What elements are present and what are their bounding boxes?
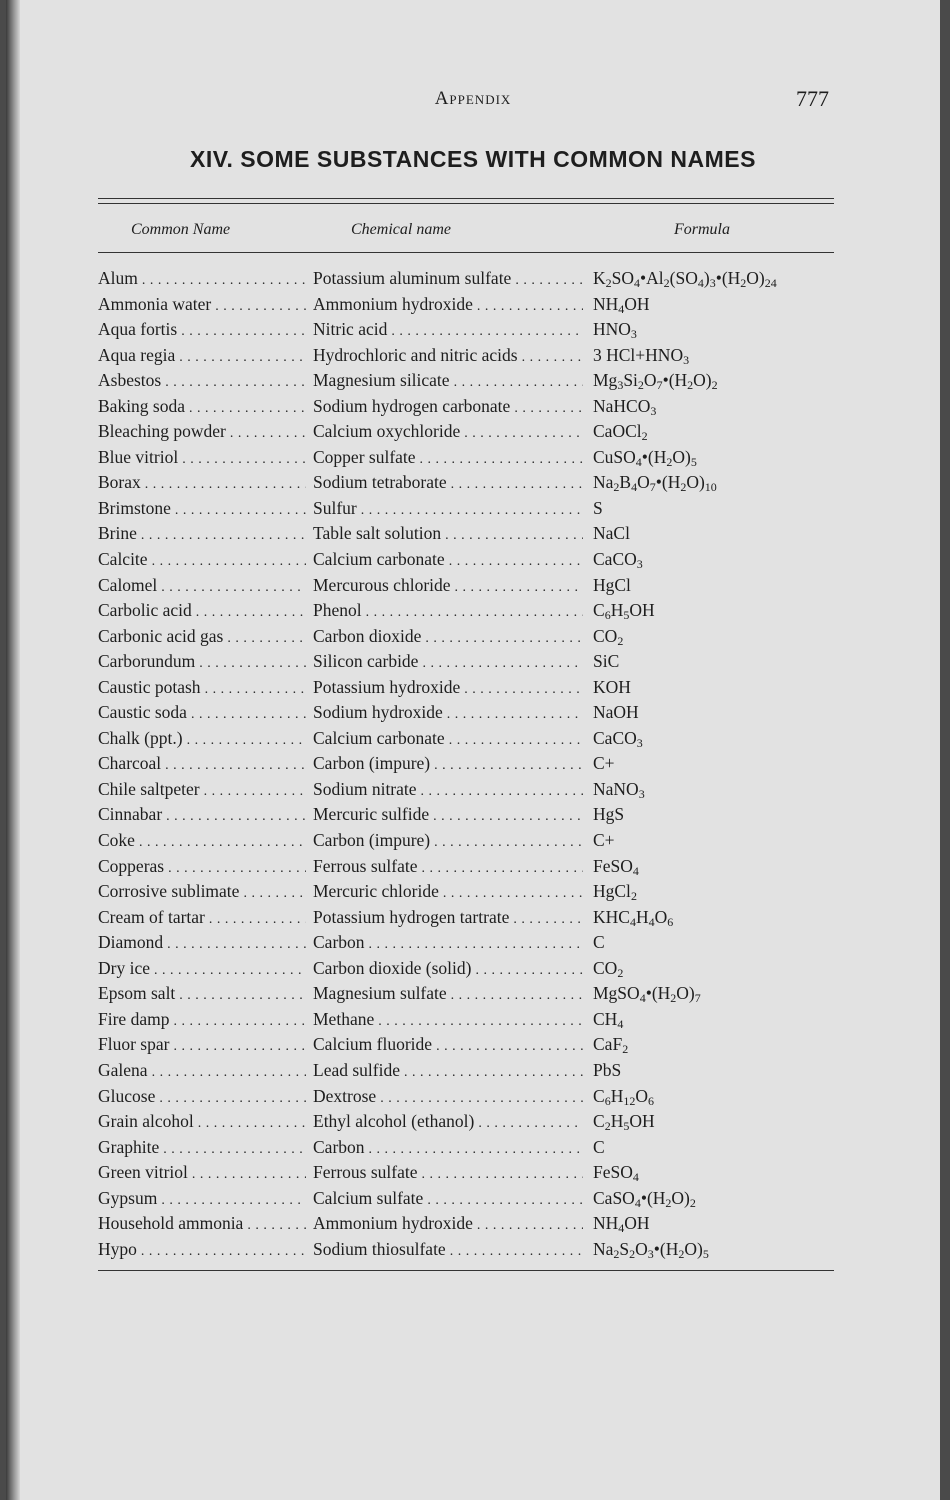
formula-cell: $NH_4OH$ [593, 293, 650, 316]
table-row [98, 1237, 848, 1263]
column-header-formula: Formula [674, 221, 730, 238]
common-name-cell: Calcite . . . [98, 547, 306, 575]
table-row [98, 879, 848, 905]
chemical-name-cell: Potassium hydroxide . . . [313, 675, 583, 703]
formula-cell: NaHCO$_3$ [593, 395, 657, 418]
formula-cell: $Na_2B_4O_7•(H_2O)_{10}$ [593, 472, 717, 495]
chemical-name-cell: Nitric acid . . . [313, 317, 583, 345]
table-row [98, 573, 848, 599]
chemical-name-cell: Ferrous sulfate . . . [313, 1160, 583, 1188]
table-row [98, 726, 848, 752]
common-name-cell: Carbonic acid gas . . . [98, 624, 306, 652]
formula-cell: PbS [593, 1059, 622, 1080]
common-name-cell: Fire damp . . . [98, 1007, 306, 1035]
table-row [98, 496, 848, 522]
common-name-cell: Fluor spar . . . [98, 1032, 306, 1060]
formula-cell: $C_2H_5OH$ [593, 1111, 655, 1134]
table-row [98, 624, 848, 650]
formula-cell: C+ [593, 830, 615, 851]
table-row [98, 1186, 848, 1212]
table-row [98, 598, 848, 624]
table-row [98, 700, 848, 726]
common-name-cell: Baking soda . . . [98, 394, 306, 422]
table-row [98, 675, 848, 701]
table-row [98, 930, 848, 956]
chemical-name-cell: Ammonium hydroxide . . . [313, 292, 583, 320]
table-row [98, 751, 848, 777]
formula-cell: $CaSO_4•(H_2O)_2$ [593, 1187, 696, 1210]
table-row [98, 956, 848, 982]
common-name-cell: Bleaching powder . . . [98, 419, 306, 447]
section-title: XIV. SOME SUBSTANCES WITH COMMON NAMES [190, 146, 756, 172]
table-row [98, 470, 848, 496]
chemical-name-cell: Calcium oxychloride . . . [313, 419, 583, 447]
page-number: 777 [796, 86, 829, 111]
chemical-name-cell: Lead sulfide . . . [313, 1058, 583, 1086]
formula-cell: $Mg_3Si_2O_7•(H_2O)_2$ [593, 370, 718, 393]
chemical-name-cell: Sodium hydrogen carbonate . . . [313, 394, 583, 422]
table-row [98, 1211, 848, 1237]
common-name-cell: Brine . . . [98, 521, 306, 549]
chemical-name-cell: Calcium carbonate . . . [313, 547, 583, 575]
running-header: Appendix [434, 88, 512, 109]
table-row [98, 649, 848, 675]
common-name-cell: Asbestos . . . [98, 368, 306, 396]
formula-cell: FeSO$_4$ [593, 855, 639, 878]
table-row [98, 547, 848, 573]
formula-cell: HgS [593, 804, 625, 825]
table-row [98, 1032, 848, 1058]
chemical-name-cell: Carbon . . . [313, 1135, 583, 1163]
header-rule [98, 252, 834, 253]
formula-cell: CaCO$_3$ [593, 727, 643, 750]
common-name-cell: Aqua fortis . . . [98, 317, 306, 345]
chemical-name-cell: Hydrochloric and nitric acids . . . [313, 343, 583, 371]
chemical-name-cell: Sodium hydroxide . . . [313, 700, 583, 728]
table-row [98, 368, 848, 394]
table-row [98, 292, 848, 318]
table-row [98, 419, 848, 445]
common-name-cell: Brimstone . . . [98, 496, 306, 524]
formula-cell: $NH_4OH$ [593, 1213, 650, 1236]
common-name-cell: Epsom salt . . . [98, 981, 306, 1009]
formula-cell: NaOH [593, 702, 639, 723]
formula-cell: HgCl$_2$ [593, 881, 637, 904]
common-name-cell: Hypo . . . [98, 1237, 306, 1265]
formula-cell: CaOCl$_2$ [593, 421, 648, 444]
formula-cell: KOH [593, 676, 631, 697]
page-binding-edge [6, 0, 20, 1500]
common-name-cell: Aqua regia . . . [98, 343, 306, 371]
chemical-name-cell: Potassium aluminum sulfate . . . [313, 266, 583, 294]
table-row [98, 343, 848, 369]
formula-cell: CaF$_2$ [593, 1034, 629, 1057]
common-name-cell: Blue vitriol . . . [98, 445, 306, 473]
common-name-cell: Charcoal . . . [98, 751, 306, 779]
column-header-chemical-name: Chemical name [351, 221, 451, 238]
book-page [6, 0, 940, 1500]
common-name-cell: Diamond . . . [98, 930, 306, 958]
table-row [98, 981, 848, 1007]
chemical-name-cell: Calcium fluoride . . . [313, 1032, 583, 1060]
chemical-name-cell: Carbon (impure) . . . [313, 828, 583, 856]
bottom-rule [98, 1270, 834, 1271]
chemical-name-cell: Carbon (impure) . . . [313, 751, 583, 779]
chemical-name-cell: Magnesium silicate . . . [313, 368, 583, 396]
common-name-cell: Dry ice . . . [98, 956, 306, 984]
chemical-name-cell: Calcium sulfate . . . [313, 1186, 583, 1214]
table-row [98, 905, 848, 931]
formula-cell: NaNO$_3$ [593, 778, 645, 801]
common-name-cell: Graphite . . . [98, 1135, 306, 1163]
common-name-cell: Copperas . . . [98, 854, 306, 882]
table-row [98, 1109, 848, 1135]
formula-cell: $C_6H_{12}O_6$ [593, 1085, 654, 1108]
chemical-name-cell: Ammonium hydroxide . . . [313, 1211, 583, 1239]
table-row [98, 802, 848, 828]
chemical-name-cell: Sodium thiosulfate . . . [313, 1237, 583, 1265]
common-name-cell: Glucose . . . [98, 1084, 306, 1112]
formula-cell: CaCO$_3$ [593, 549, 643, 572]
table-row [98, 317, 848, 343]
chemical-name-cell: Sodium nitrate . . . [313, 777, 583, 805]
formula-cell: $KHC_4H_4O_6$ [593, 906, 674, 929]
table-row [98, 1007, 848, 1033]
common-name-cell: Coke . . . [98, 828, 306, 856]
chemical-name-cell: Ferrous sulfate . . . [313, 854, 583, 882]
common-name-cell: Ammonia water . . . [98, 292, 306, 320]
common-name-cell: Caustic soda . . . [98, 700, 306, 728]
formula-cell: $CO_2$ [593, 957, 624, 980]
formula-cell: S [593, 497, 603, 518]
chemical-name-cell: Ethyl alcohol (ethanol) . . . [313, 1109, 583, 1137]
common-name-cell: Carborundum . . . [98, 649, 306, 677]
table-row [98, 854, 848, 880]
common-name-cell: Green vitriol . . . [98, 1160, 306, 1188]
common-name-cell: Alum . . . [98, 266, 306, 294]
formula-cell: C [593, 932, 605, 953]
chemical-name-cell: Phenol . . . [313, 598, 583, 626]
chemical-name-cell: Calcium carbonate . . . [313, 726, 583, 754]
formula-cell: HgCl [593, 574, 631, 595]
chemical-name-cell: Carbon dioxide . . . [313, 624, 583, 652]
common-name-cell: Borax . . . [98, 470, 306, 498]
chemical-name-cell: Mercuric chloride . . . [313, 879, 583, 907]
table-row [98, 1160, 848, 1186]
chemical-name-cell: Copper sulfate . . . [313, 445, 583, 473]
chemical-name-cell: Table salt solution . . . [313, 521, 583, 549]
formula-cell: FeSO$_4$ [593, 1162, 639, 1185]
common-name-cell: Chalk (ppt.) . . . [98, 726, 306, 754]
column-header-common-name: Common Name [131, 221, 231, 238]
chemical-name-cell: Carbon dioxide (solid) . . . [313, 956, 583, 984]
table-row [98, 777, 848, 803]
formula-cell: 3 $HCl+HNO_3$ [593, 344, 690, 367]
table-row [98, 1084, 848, 1110]
chemical-name-cell: Sulfur . . . [313, 496, 583, 524]
table-row [98, 828, 848, 854]
chemical-name-cell: Sodium tetraborate . . . [313, 470, 583, 498]
chemical-name-cell: Carbon . . . [313, 930, 583, 958]
chemical-name-cell: Potassium hydrogen tartrate . . . [313, 905, 583, 933]
top-double-rule [98, 198, 834, 204]
formula-cell: $K_2SO_4•Al_2(SO_4)_3•(H_2O)_{24}$ [593, 268, 777, 290]
formula-cell: $MgSO_4•(H_2O)_7$ [593, 983, 701, 1006]
chemical-name-cell: Magnesium sulfate . . . [313, 981, 583, 1009]
table-row [98, 266, 848, 292]
chemical-name-cell: Methane . . . [313, 1007, 583, 1035]
formula-cell: C+ [593, 753, 615, 774]
formula-cell: $C_6H_5OH$ [593, 600, 655, 623]
formula-cell: $CO_2$ [593, 625, 624, 648]
common-name-cell: Cinnabar . . . [98, 802, 306, 830]
chemical-name-cell: Mercuric sulfide . . . [313, 802, 583, 830]
chemical-name-cell: Mercurous chloride . . . [313, 573, 583, 601]
common-name-cell: Chile saltpeter . . . [98, 777, 306, 805]
common-name-cell: Calomel . . . [98, 573, 306, 601]
common-name-cell: Grain alcohol . . . [98, 1109, 306, 1137]
chemical-name-cell: Dextrose . . . [313, 1084, 583, 1112]
formula-cell: $CH_4$ [593, 1008, 624, 1031]
common-name-cell: Carbolic acid . . . [98, 598, 306, 626]
table-row [98, 521, 848, 547]
common-name-cell: Household ammonia . . . [98, 1211, 306, 1239]
formula-cell: NaCl [593, 523, 630, 544]
table-row [98, 445, 848, 471]
formula-cell: $HNO_3$ [593, 319, 637, 342]
table-row [98, 394, 848, 420]
formula-cell: C [593, 1136, 605, 1157]
formula-cell: $CuSO_4•(H_2O)_5$ [593, 446, 697, 469]
common-name-cell: Caustic potash . . . [98, 675, 306, 703]
chemical-name-cell: Silicon carbide . . . [313, 649, 583, 677]
common-name-cell: Corrosive sublimate . . . [98, 879, 306, 907]
formula-cell: $Na_2S_2O_3•(H_2O)_5$ [593, 1238, 709, 1261]
common-name-cell: Gypsum . . . [98, 1186, 306, 1214]
formula-cell: SiC [593, 651, 620, 672]
table-row [98, 1135, 848, 1161]
common-name-cell: Cream of tartar . . . [98, 905, 306, 933]
common-name-cell: Galena . . . [98, 1058, 306, 1086]
substance-table [98, 266, 848, 1262]
table-row [98, 1058, 848, 1084]
